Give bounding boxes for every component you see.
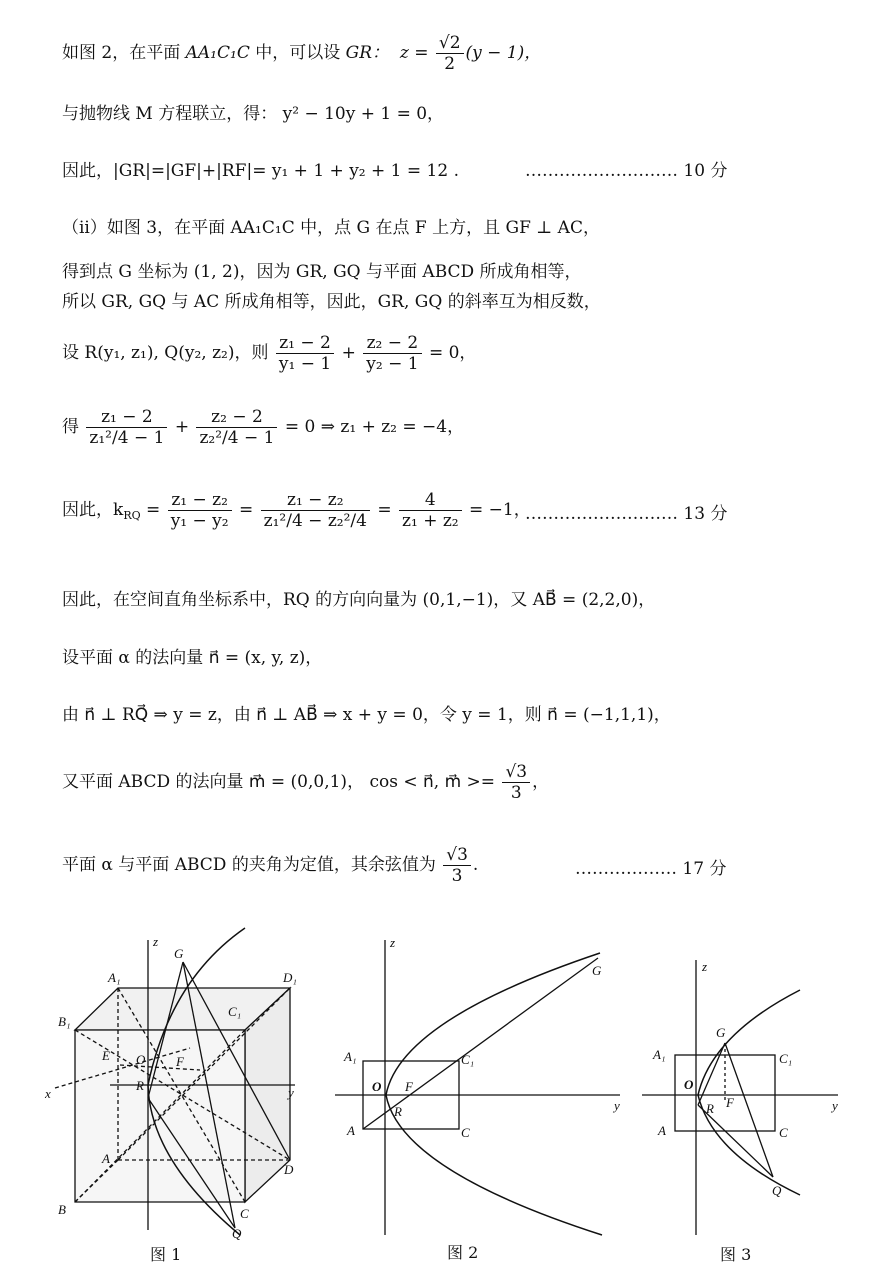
label-a: A bbox=[658, 1123, 666, 1138]
segment-g-q bbox=[725, 1043, 773, 1177]
l7-f2d: y₂ − 1 bbox=[366, 354, 419, 374]
label-y: y bbox=[614, 1098, 620, 1113]
l1-den: 2 bbox=[444, 54, 456, 74]
label-a: A bbox=[347, 1123, 355, 1138]
label-f: F bbox=[176, 1054, 184, 1069]
l8-f1n: z₁ − 2 bbox=[86, 407, 167, 428]
solution-line-6: 所以 GR, GQ 与 AC 所成角相等，因此，GR, GQ 的斜率互为相反数， bbox=[62, 292, 601, 312]
l9-f1d: y₁ − y₂ bbox=[170, 511, 229, 531]
parabola-curve bbox=[386, 953, 602, 1235]
l7-plus: + bbox=[341, 343, 356, 363]
label-c: C bbox=[461, 1125, 470, 1140]
label-f: F bbox=[405, 1079, 413, 1094]
label-z: z bbox=[390, 935, 396, 950]
parabola-curve bbox=[698, 990, 800, 1195]
solution-line-8 bbox=[62, 407, 464, 448]
solution-line-14 bbox=[62, 845, 478, 886]
label-a1: A₁ bbox=[108, 970, 121, 985]
label-d1: D₁ bbox=[283, 970, 297, 985]
label-c: C bbox=[779, 1125, 788, 1140]
l8-f2d: z₂²/4 − 1 bbox=[199, 428, 275, 448]
l9-eq: = bbox=[146, 500, 161, 520]
l1-tail: (y − 1)， bbox=[465, 43, 542, 63]
l14-frac bbox=[443, 845, 471, 886]
l9-f2d: z₁²/4 − z₂²/4 bbox=[263, 511, 367, 531]
label-g: G bbox=[174, 946, 184, 961]
l7-frac2 bbox=[363, 333, 421, 374]
l8-f2n: z₂ − 2 bbox=[196, 407, 277, 428]
l9-f3d: z₁ + z₂ bbox=[402, 511, 459, 531]
figure-3 bbox=[640, 955, 850, 1245]
label-r: R bbox=[706, 1101, 714, 1116]
solution-line-3: 因此，|GR|=|GF|+|RF|= y₁ + 1 + y₂ + 1 = 12 . bbox=[62, 161, 459, 181]
l14-den: 3 bbox=[451, 866, 463, 886]
l13-den: 3 bbox=[510, 783, 522, 803]
l13-frac bbox=[502, 762, 530, 803]
l7-pre: 设 R(y₁, z₁), Q(y₂, z₂)，则 bbox=[62, 343, 269, 363]
figure-1 bbox=[40, 920, 310, 1255]
label-a1: A₁ bbox=[653, 1047, 666, 1062]
l8-frac1 bbox=[86, 407, 167, 448]
solution-line-2: 与抛物线 M 方程联立，得： y² − 10y + 1 = 0， bbox=[62, 104, 445, 124]
figure-2-caption: 图 2 bbox=[447, 1243, 479, 1262]
l14-end: . bbox=[472, 855, 479, 875]
l8-frac2 bbox=[196, 407, 277, 448]
l13-num: √3 bbox=[502, 762, 530, 783]
solution-line-13 bbox=[62, 762, 549, 803]
label-b1: B₁ bbox=[58, 1014, 71, 1029]
l9-f2n: z₁ − z₂ bbox=[261, 490, 370, 511]
l1-gr: GR： bbox=[345, 43, 390, 63]
solution-line-7 bbox=[62, 333, 476, 374]
label-b: B bbox=[58, 1202, 66, 1217]
label-a: A bbox=[102, 1151, 110, 1166]
l1-plane: AA₁C₁C bbox=[185, 43, 250, 63]
solution-line-11: 设平面 α 的法向量 n⃗ = (x, y, z)， bbox=[62, 648, 323, 668]
label-z: z bbox=[153, 934, 159, 949]
label-o: O bbox=[684, 1077, 694, 1092]
score-17: ……………… 17 分 bbox=[575, 859, 727, 879]
solution-line-5: 得到点 G 坐标为 (1, 2)，因为 GR, GQ 与平面 ABCD 所成角相等， bbox=[62, 262, 582, 282]
label-e: E bbox=[102, 1048, 110, 1063]
label-o: O bbox=[372, 1079, 382, 1094]
label-f: F bbox=[726, 1095, 734, 1110]
l9-eq3: = bbox=[377, 500, 392, 520]
label-r: R bbox=[394, 1104, 402, 1119]
l1-mid: 中，可以设 bbox=[249, 43, 346, 63]
solution-line-1 bbox=[62, 33, 541, 74]
l9-f3n: 4 bbox=[399, 490, 462, 511]
label-o: O bbox=[136, 1052, 146, 1067]
label-d: D bbox=[284, 1162, 294, 1177]
score-13: ……………………… 13 分 bbox=[525, 504, 728, 524]
label-q: Q bbox=[772, 1183, 782, 1198]
l13-end: ， bbox=[532, 772, 550, 792]
figure-1-caption: 图 1 bbox=[150, 1245, 182, 1264]
label-r: R bbox=[136, 1078, 144, 1093]
solution-line-9 bbox=[62, 490, 531, 531]
l7-f2n: z₂ − 2 bbox=[363, 333, 421, 354]
figure-2 bbox=[330, 935, 635, 1240]
solution-line-4: （ii）如图 3，在平面 AA₁C₁C 中，点 G 在点 F 上方，且 GF ⊥ AC， bbox=[62, 218, 600, 238]
l9-frac1 bbox=[168, 490, 232, 531]
solution-line-10: 因此，在空间直角坐标系中，RQ 的方向向量为 (0,1,−1)，又 AB⃗ = (2,2,0)， bbox=[62, 590, 656, 610]
l8-plus: + bbox=[174, 417, 190, 437]
l14-pre: 平面 α 与平面 ABCD 的夹角为定值，其余弦值为 bbox=[62, 855, 436, 875]
l14-num: √3 bbox=[443, 845, 471, 866]
score-10: ……………………… 10 分 bbox=[525, 161, 728, 181]
solution-line-12: 由 n⃗ ⊥ RQ⃗ ⇒ y = z，由 n⃗ ⊥ AB⃗ ⇒ x + y = 0，令 y = 1，则 n⃗ = (−1,1,1)， bbox=[62, 705, 671, 725]
l7-f1n: z₁ − 2 bbox=[276, 333, 334, 354]
label-g: G bbox=[716, 1025, 726, 1040]
l8-end: = 0 ⇒ z₁ + z₂ = −4， bbox=[284, 417, 465, 437]
l9-eq2: = bbox=[238, 500, 254, 520]
l8-f1d: z₁²/4 − 1 bbox=[89, 428, 165, 448]
l9-f1n: z₁ − z₂ bbox=[168, 490, 232, 511]
l1-z: z = bbox=[399, 43, 429, 63]
label-q: Q bbox=[232, 1226, 242, 1241]
l7-end: = 0， bbox=[428, 343, 477, 363]
l9-pre: 因此，k bbox=[62, 500, 124, 520]
l7-f1d: y₁ − 1 bbox=[278, 354, 332, 374]
figure-3-caption: 图 3 bbox=[720, 1245, 752, 1264]
segment-g-r bbox=[698, 1043, 725, 1105]
label-y: y bbox=[832, 1098, 838, 1113]
label-c1: C₁ bbox=[779, 1051, 793, 1066]
l8-pre: 得 bbox=[62, 417, 79, 437]
l13-pre: 又平面 ABCD 的法向量 m⃗ = (0,0,1)， cos < n⃗, m⃗ >= bbox=[62, 772, 496, 792]
label-c1: C₁ bbox=[228, 1004, 242, 1019]
label-x: x bbox=[45, 1086, 51, 1101]
l9-frac3 bbox=[399, 490, 462, 531]
l1-fraction bbox=[436, 33, 464, 74]
l7-frac1 bbox=[276, 333, 334, 374]
l9-frac2 bbox=[261, 490, 370, 531]
label-c: C bbox=[240, 1206, 249, 1221]
label-c1: C₁ bbox=[461, 1052, 475, 1067]
l9-sub: RQ bbox=[123, 509, 141, 522]
label-y: y bbox=[288, 1085, 294, 1100]
l1-pre: 如图 2，在平面 bbox=[62, 43, 186, 63]
label-z: z bbox=[702, 959, 708, 974]
l9-end: = −1， bbox=[469, 500, 531, 520]
l1-num: √2 bbox=[436, 33, 464, 54]
label-g: G bbox=[592, 963, 602, 978]
label-a1: A₁ bbox=[344, 1049, 357, 1064]
